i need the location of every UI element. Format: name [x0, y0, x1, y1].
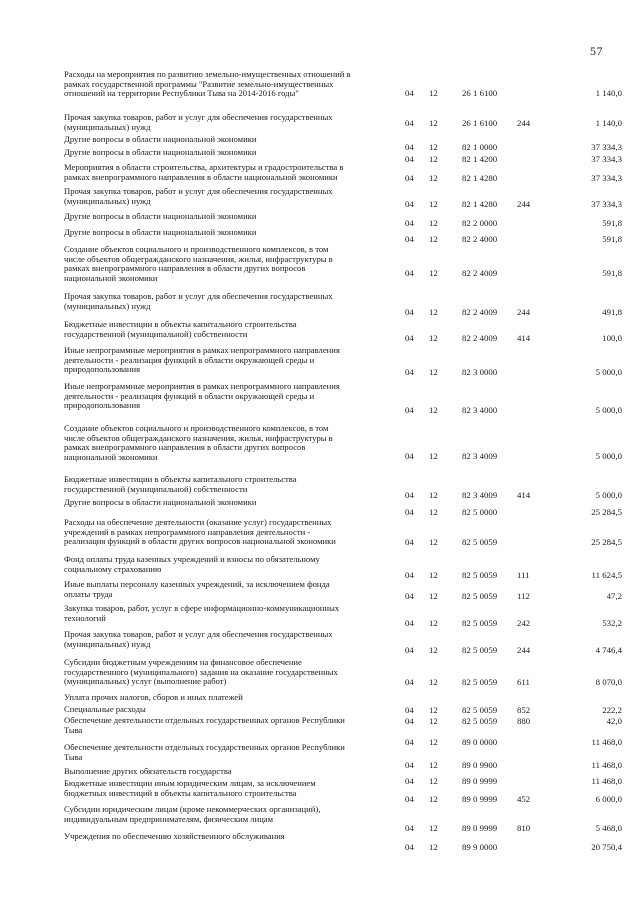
- row-subsection-code: 12: [429, 842, 438, 852]
- row-target-article: 82 2 4009: [462, 307, 498, 317]
- row-expense-type: 810: [517, 823, 531, 833]
- row-description: Бюджетные инвестиции в объекты капитального строительства государственной (муниципальной) собственности: [64, 319, 297, 339]
- row-subsection-code: 12: [429, 268, 438, 278]
- row-subsection-code: 12: [429, 218, 438, 228]
- row-subsection-code: 12: [429, 154, 438, 164]
- row-section-code: 04: [405, 737, 414, 747]
- row-target-article: 89 0 9900: [462, 760, 498, 770]
- row-target-article: 89 0 9999: [462, 823, 498, 833]
- row-amount: 8 070,0: [595, 677, 622, 687]
- row-description: Иные выплаты персоналу казенных учреждений, за исключением фонда оплаты труда: [64, 579, 330, 599]
- row-section-code: 04: [405, 405, 414, 415]
- row-description: Мероприятия в области строительства, архитектуры и градостроительства в рамках внепрограммного направления в области национальной экономики: [64, 162, 344, 182]
- row-target-article: 82 3 4009: [462, 490, 498, 500]
- row-section-code: 04: [405, 451, 414, 461]
- row-target-article: 82 1 4280: [462, 173, 498, 183]
- row-amount: 20 750,4: [591, 842, 622, 852]
- row-target-article: 89 0 9999: [462, 776, 498, 786]
- row-target-article: 82 5 0059: [462, 618, 498, 628]
- row-amount: 5 000,0: [595, 367, 622, 377]
- row-description: Специальные расходы: [64, 704, 146, 714]
- row-target-article: 89 0 9999: [462, 794, 498, 804]
- row-target-article: 82 5 0059: [462, 537, 498, 547]
- row-description: Субсидии бюджетным учреждениям на финансовое обеспечение государственного (муниципального) задания на оказание государственных (муниципальных) услуг (выполнение работ): [64, 657, 338, 687]
- row-target-article: 82 3 4000: [462, 405, 498, 415]
- row-amount: 591,8: [602, 218, 622, 228]
- row-section-code: 04: [405, 618, 414, 628]
- row-amount: 4 746,4: [595, 645, 622, 655]
- row-description: Прочая закупка товаров, работ и услуг для обеспечения государственных (муниципальных) нужд: [64, 186, 333, 206]
- row-section-code: 04: [405, 218, 414, 228]
- row-expense-type: 111: [517, 570, 530, 580]
- row-subsection-code: 12: [429, 333, 438, 343]
- row-description: Расходы на обеспечение деятельности (оказание услуг) государственных учреждений в рамках непрограммного направления деятельности - реализация функций в области других вопросов национальной экономики: [64, 517, 336, 547]
- row-section-code: 04: [405, 88, 414, 98]
- row-description: Прочая закупка товаров, работ и услуг для обеспечения государственных (муниципальных) нужд: [64, 291, 333, 311]
- row-description: Уплата прочих налогов, сборов и иных платежей: [64, 692, 243, 702]
- row-subsection-code: 12: [429, 451, 438, 461]
- row-description: Другие вопросы в области национальной экономики: [64, 227, 257, 237]
- row-amount: 25 284,5: [591, 537, 622, 547]
- row-amount: 6 000,0: [595, 794, 622, 804]
- row-subsection-code: 12: [429, 705, 438, 715]
- row-expense-type: 414: [517, 490, 531, 500]
- row-target-article: 82 5 0059: [462, 705, 498, 715]
- row-target-article: 82 2 4009: [462, 333, 498, 343]
- row-amount: 532,2: [602, 618, 622, 628]
- row-amount: 1 140,0: [595, 88, 622, 98]
- row-description: Прочая закупка товаров, работ и услуг для обеспечения государственных (муниципальных) нужд: [64, 629, 333, 649]
- row-section-code: 04: [405, 507, 414, 517]
- page-number: 57: [590, 44, 603, 58]
- row-section-code: 04: [405, 234, 414, 244]
- row-subsection-code: 12: [429, 142, 438, 152]
- row-expense-type: 414: [517, 333, 531, 343]
- row-amount: 100,0: [602, 333, 622, 343]
- row-section-code: 04: [405, 760, 414, 770]
- row-target-article: 82 2 4009: [462, 268, 498, 278]
- row-description: Создание объектов социального и производственного комплексов, в том числе объектов общегражданского назначения, жилья, инфраструктуры в рамках внепрограммного направления в области других вопросов национальной экономики: [64, 244, 333, 283]
- row-target-article: 82 1 4280: [462, 199, 498, 209]
- row-description: Иные непрограммные мероприятия в рамках непрограммного направления деятельности - реализация функций в области окружающей среды и природопользования: [64, 345, 340, 375]
- row-section-code: 04: [405, 645, 414, 655]
- row-expense-type: 852: [517, 705, 531, 715]
- row-amount: 5 000,0: [595, 490, 622, 500]
- row-target-article: 82 5 0059: [462, 591, 498, 601]
- row-section-code: 04: [405, 716, 414, 726]
- row-section-code: 04: [405, 677, 414, 687]
- row-expense-type: 242: [517, 618, 531, 628]
- row-amount: 5 000,0: [595, 405, 622, 415]
- row-expense-type: 244: [517, 118, 531, 128]
- row-description: Прочая закупка товаров, работ и услуг для обеспечения государственных (муниципальных) нужд: [64, 112, 333, 132]
- row-subsection-code: 12: [429, 490, 438, 500]
- row-amount: 37 334,3: [591, 173, 622, 183]
- row-target-article: 82 1 4200: [462, 154, 498, 164]
- row-description: Расходы на мероприятия по развитию земельно-имущественных отношений в рамках государственной программы "Развитие земельно-имущественных отношений на территории Республики Тыва на 2014-2016 годы": [64, 69, 351, 99]
- row-subsection-code: 12: [429, 591, 438, 601]
- row-section-code: 04: [405, 173, 414, 183]
- row-amount: 491,8: [602, 307, 622, 317]
- row-target-article: 82 1 0000: [462, 142, 498, 152]
- row-subsection-code: 12: [429, 173, 438, 183]
- row-description: Закупка товаров, работ, услуг в сфере информационно-коммуникационных технологий: [64, 603, 340, 623]
- row-amount: 42,0: [606, 716, 622, 726]
- row-subsection-code: 12: [429, 794, 438, 804]
- row-target-article: 26 1 6100: [462, 88, 498, 98]
- row-amount: 25 284,5: [591, 507, 622, 517]
- row-amount: 37 334,3: [591, 154, 622, 164]
- row-section-code: 04: [405, 705, 414, 715]
- row-subsection-code: 12: [429, 618, 438, 628]
- row-expense-type: 244: [517, 645, 531, 655]
- row-section-code: 04: [405, 570, 414, 580]
- row-amount: 5 000,0: [595, 451, 622, 461]
- row-section-code: 04: [405, 490, 414, 500]
- row-subsection-code: 12: [429, 405, 438, 415]
- row-amount: 37 334,3: [591, 142, 622, 152]
- row-target-article: 82 5 0059: [462, 570, 498, 580]
- row-amount: 47,2: [606, 591, 622, 601]
- row-section-code: 04: [405, 333, 414, 343]
- row-amount: 1 140,0: [595, 118, 622, 128]
- row-expense-type: 244: [517, 307, 531, 317]
- row-subsection-code: 12: [429, 776, 438, 786]
- row-subsection-code: 12: [429, 88, 438, 98]
- row-description: Другие вопросы в области национальной экономики: [64, 147, 257, 157]
- row-amount: 5 468,0: [595, 823, 622, 833]
- row-description: Учреждения по обеспечению хозяйственного обслуживания: [64, 831, 285, 841]
- row-description: Обеспечение деятельности отдельных государственных органов Республики Тыва: [64, 715, 345, 735]
- row-subsection-code: 12: [429, 307, 438, 317]
- row-expense-type: 112: [517, 591, 530, 601]
- row-target-article: 82 3 0000: [462, 367, 498, 377]
- row-expense-type: 611: [517, 677, 530, 687]
- row-section-code: 04: [405, 823, 414, 833]
- row-subsection-code: 12: [429, 570, 438, 580]
- row-section-code: 04: [405, 537, 414, 547]
- row-amount: 11 468,0: [591, 737, 622, 747]
- row-amount: 591,8: [602, 268, 622, 278]
- row-section-code: 04: [405, 367, 414, 377]
- row-expense-type: 880: [517, 716, 531, 726]
- row-amount: 591,8: [602, 234, 622, 244]
- row-description: Обеспечение деятельности отдельных государственных органов Республики Тыва: [64, 742, 345, 762]
- row-subsection-code: 12: [429, 823, 438, 833]
- row-description: Бюджетные инвестиции иным юридическим лицам, за исключением бюджетных инвестиций в объекты капитального строительства: [64, 778, 316, 798]
- row-section-code: 04: [405, 842, 414, 852]
- row-subsection-code: 12: [429, 645, 438, 655]
- row-expense-type: 244: [517, 199, 531, 209]
- row-target-article: 89 9 0000: [462, 842, 498, 852]
- row-target-article: 82 5 0059: [462, 716, 498, 726]
- row-target-article: 82 5 0059: [462, 677, 498, 687]
- row-target-article: 89 0 0000: [462, 737, 498, 747]
- row-section-code: 04: [405, 591, 414, 601]
- row-section-code: 04: [405, 118, 414, 128]
- row-section-code: 04: [405, 307, 414, 317]
- row-subsection-code: 12: [429, 737, 438, 747]
- row-target-article: 82 3 4009: [462, 451, 498, 461]
- row-amount: 37 334,3: [591, 199, 622, 209]
- row-section-code: 04: [405, 794, 414, 804]
- row-description: Выполнение других обязательств государства: [64, 766, 232, 776]
- row-subsection-code: 12: [429, 199, 438, 209]
- row-description: Другие вопросы в области национальной экономики: [64, 134, 257, 144]
- row-subsection-code: 12: [429, 760, 438, 770]
- row-target-article: 82 2 0000: [462, 218, 498, 228]
- row-subsection-code: 12: [429, 367, 438, 377]
- row-amount: 11 468,0: [591, 760, 622, 770]
- row-target-article: 26 1 6100: [462, 118, 498, 128]
- row-amount: 11 468,0: [591, 776, 622, 786]
- row-description: Создание объектов социального и производственного комплексов, в том числе объектов общегражданского назначения, жилья, инфраструктуры в рамках внепрограммного направления в области других вопросов национальной экономики: [64, 423, 333, 462]
- row-description: Бюджетные инвестиции в объекты капитального строительства государственной (муниципальной) собственности: [64, 474, 297, 494]
- row-subsection-code: 12: [429, 537, 438, 547]
- row-description: Другие вопросы в области национальной экономики: [64, 497, 257, 507]
- row-subsection-code: 12: [429, 507, 438, 517]
- row-section-code: 04: [405, 776, 414, 786]
- row-section-code: 04: [405, 268, 414, 278]
- row-section-code: 04: [405, 199, 414, 209]
- row-subsection-code: 12: [429, 118, 438, 128]
- row-description: Иные непрограммные мероприятия в рамках непрограммного направления деятельности - реализация функций в области окружающей среды и природопользования: [64, 381, 340, 411]
- row-description: Фонд оплаты труда казенных учреждений и взносы по обязательному социальному страхованию: [64, 554, 320, 574]
- row-target-article: 82 5 0059: [462, 645, 498, 655]
- row-subsection-code: 12: [429, 716, 438, 726]
- row-expense-type: 452: [517, 794, 531, 804]
- row-subsection-code: 12: [429, 234, 438, 244]
- row-subsection-code: 12: [429, 677, 438, 687]
- row-section-code: 04: [405, 154, 414, 164]
- row-target-article: 82 2 4000: [462, 234, 498, 244]
- row-description: Субсидии юридическим лицам (кроме некоммерческих организаций), индивидуальным предпринимателям, физическим лицам: [64, 804, 321, 824]
- row-section-code: 04: [405, 142, 414, 152]
- row-amount: 222,2: [602, 705, 622, 715]
- row-target-article: 82 5 0000: [462, 507, 498, 517]
- row-amount: 11 624,5: [591, 570, 622, 580]
- row-description: Другие вопросы в области национальной экономики: [64, 211, 257, 221]
